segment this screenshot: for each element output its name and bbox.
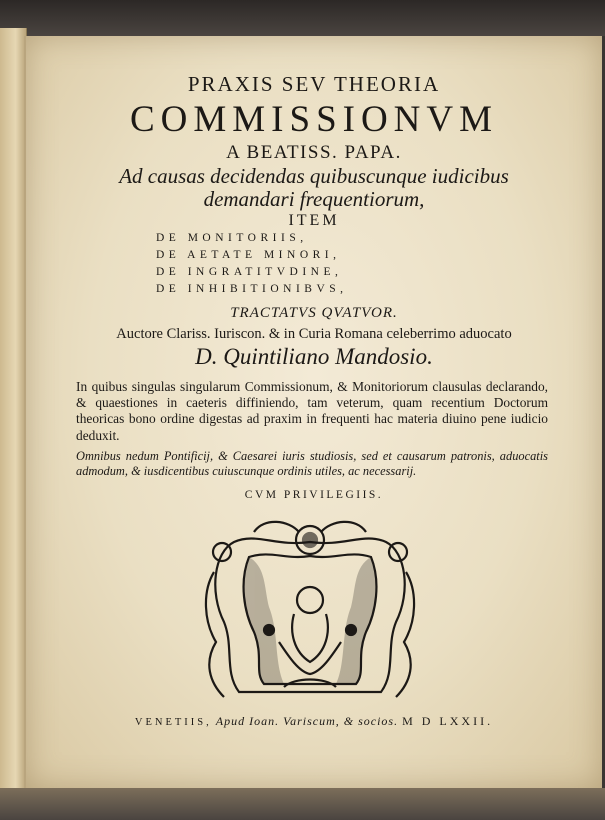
- title-page: [24, 36, 602, 788]
- auctore-line: Auctore Clariss. Iuriscon. & in Curia Romana celeberrimo aduocato: [116, 326, 512, 342]
- imprint-line: [26, 714, 602, 729]
- privilegiis-line: CVM PRIVILEGIIS.: [244, 489, 384, 501]
- imprint-printer: Apud Ioan. Variscum, & socios.: [215, 714, 399, 728]
- description-paragraph: In quibus singulas singularum Commissionum, & Monitoriorum clausulas declarando, & quaestiones in caeteris diffiniendo, tam veterum, quam recentium Doctorum theoricas bono ordine digestas ad praxim in frequenti hac materia diuino pene iudicio deduxit.: [76, 379, 548, 443]
- de-item: DE INGRATITVDINE,: [156, 266, 343, 278]
- de-item: DE INHIBITIONIBVS,: [156, 283, 348, 295]
- printer-device-icon: [194, 512, 426, 712]
- imprint-place: VENETIIS,: [134, 717, 212, 728]
- title-line-beatiss: A BEATISS. PAPA.: [226, 142, 402, 163]
- item-heading: ITEM: [288, 212, 340, 229]
- top-shadow: [0, 0, 605, 36]
- title-line-demandari: demandari frequentiorum,: [203, 187, 425, 211]
- author-name: D. Quintiliano Mandosio.: [195, 344, 433, 369]
- imprint-date: M D LXXII.: [402, 714, 494, 728]
- bottom-edge: [0, 788, 605, 820]
- title-line-praxis: PRAXIS SEV THEORIA: [187, 72, 441, 96]
- de-item: DE MONITORIIS,: [156, 232, 308, 244]
- book-binding-edge: [0, 28, 27, 788]
- title-line-commissionum: COMMISSIONVM: [129, 99, 499, 140]
- title-line-ad-causas: Ad causas decidendas quibuscunque iudicibus: [119, 164, 509, 188]
- tractatus-line: TRACTATVS QVATVOR.: [230, 305, 398, 321]
- audience-paragraph: Omnibus nedum Pontificij, & Caesarei iuris studiosis, sed et causarum patronis, aduocatis admodum, & iusdicentibus cuiuscunque ordinis utiles, ac necessarij.: [76, 449, 548, 479]
- de-item: DE AETATE MINORI,: [156, 249, 341, 261]
